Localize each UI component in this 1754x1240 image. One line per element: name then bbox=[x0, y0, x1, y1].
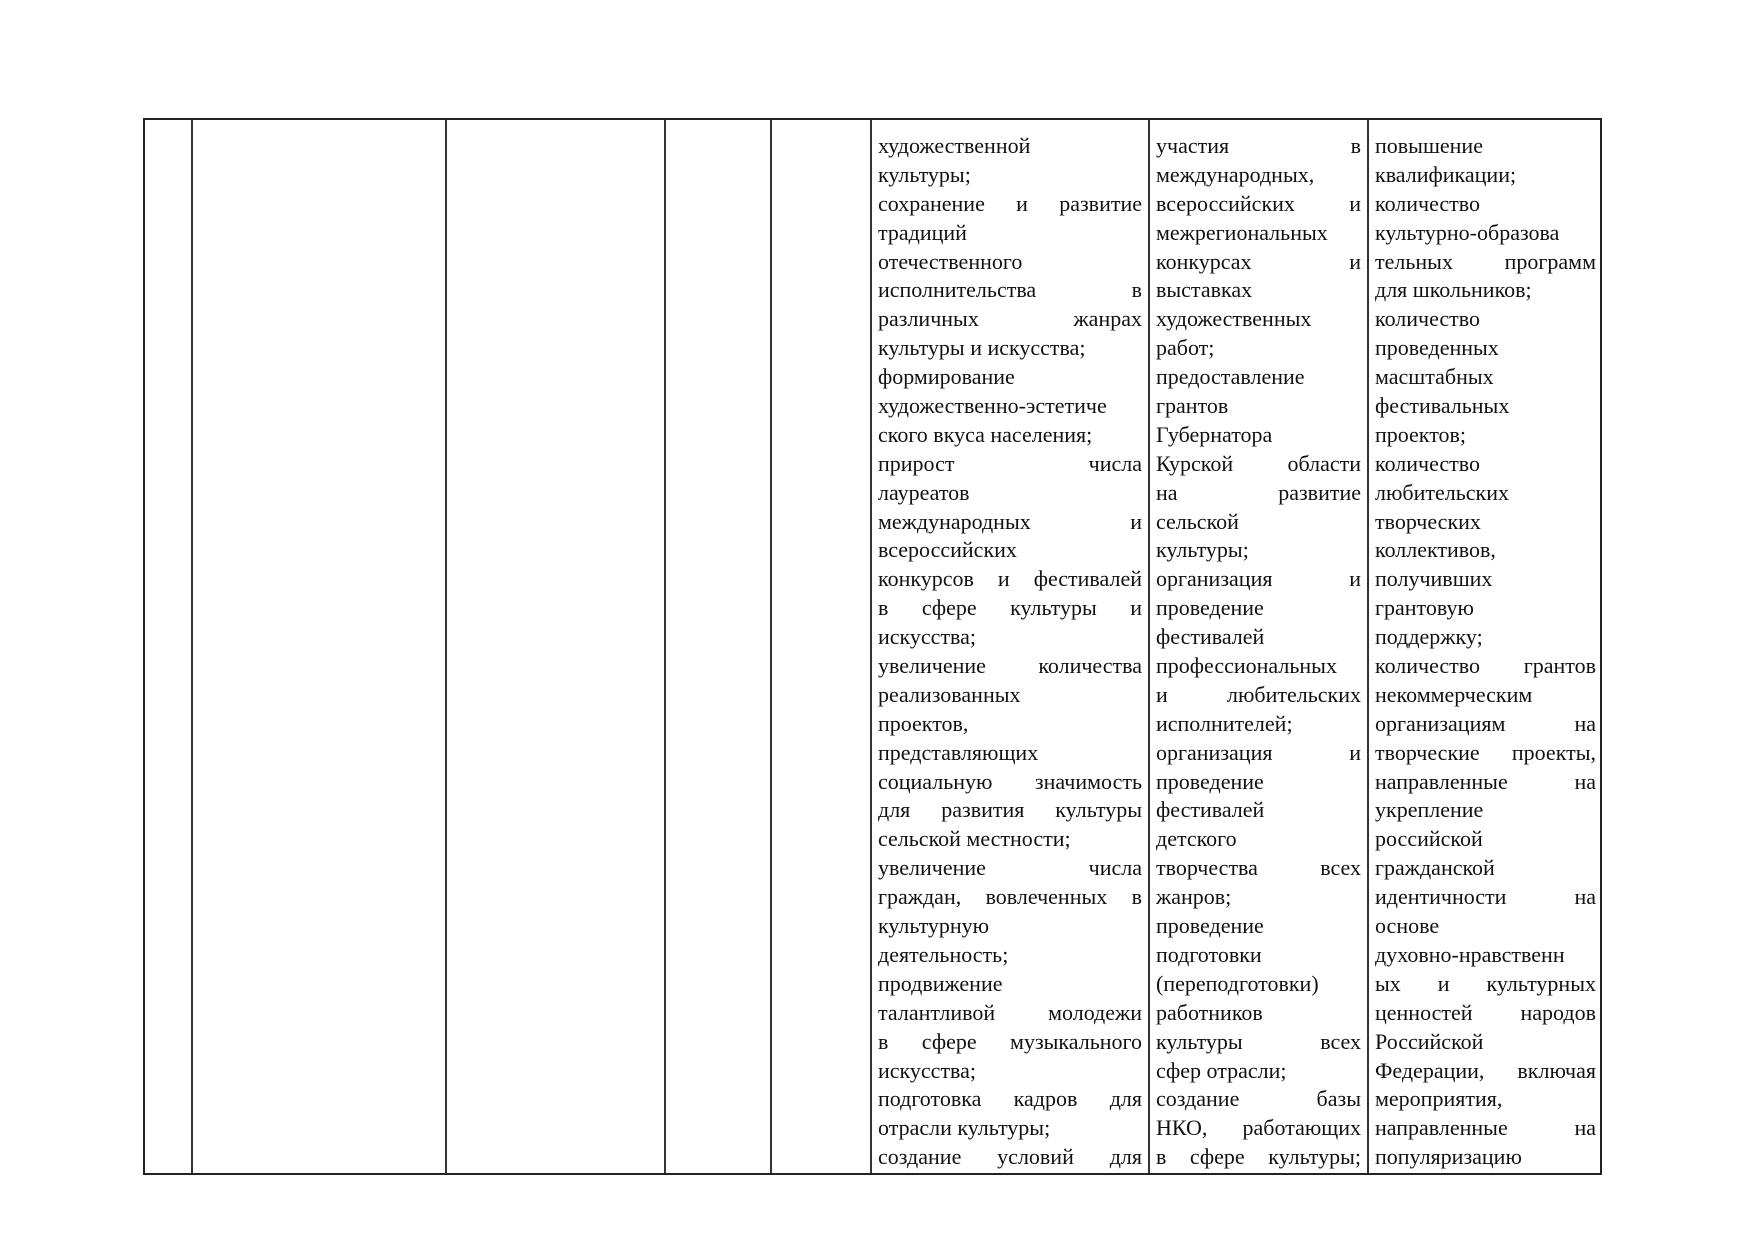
cell-line: сельской bbox=[1156, 508, 1239, 534]
cell-line: участия в bbox=[1156, 133, 1361, 158]
cell-line: грантовую bbox=[1375, 595, 1474, 621]
cell-line: идентичности на bbox=[1375, 884, 1596, 910]
cell-line: популяризацию bbox=[1375, 1144, 1522, 1170]
cell-line: талантливой молодежи bbox=[878, 999, 1142, 1025]
cell-line: Российской bbox=[1375, 1028, 1484, 1054]
cell-line: конкурсов и фестивалей bbox=[878, 566, 1142, 592]
cell-line: культуры всех bbox=[1156, 1028, 1361, 1054]
cell-line: традиций bbox=[878, 219, 967, 245]
table-column-number bbox=[145, 120, 193, 1173]
cell-line: сфер отрасли; bbox=[1156, 1057, 1287, 1083]
cell-line: художественных bbox=[1156, 306, 1312, 332]
cell-line: международных, bbox=[1156, 161, 1315, 187]
cell-line: в сфере музыкального bbox=[878, 1028, 1142, 1054]
table-column-2 bbox=[193, 120, 447, 1173]
cell-line: количество bbox=[1375, 450, 1481, 476]
cell-line: культуры; bbox=[1156, 537, 1249, 563]
cell-line: межрегиональных bbox=[1156, 219, 1328, 245]
cell-line: мероприятия, bbox=[1375, 1086, 1503, 1112]
cell-line: проектов, bbox=[878, 710, 969, 736]
cell-line: ценностей народов bbox=[1375, 999, 1596, 1025]
table-column-measures bbox=[1150, 120, 1369, 1173]
cell-line: творческих bbox=[1375, 508, 1481, 534]
program-table bbox=[143, 118, 1602, 1175]
table-column-4 bbox=[666, 120, 772, 1173]
cell-line: грантов bbox=[1156, 393, 1229, 419]
cell-line: НКО, работающих bbox=[1156, 1115, 1361, 1141]
cell-line: для развития культуры bbox=[878, 797, 1142, 823]
cell-line: количество bbox=[1375, 306, 1481, 332]
table-column-5 bbox=[772, 120, 872, 1173]
cell-line: направленные на bbox=[1375, 768, 1596, 794]
cell-line: предоставление bbox=[1156, 364, 1305, 390]
cell-line: масштабных bbox=[1375, 364, 1494, 390]
cell-line: художественно-эстетиче bbox=[878, 393, 1107, 419]
cell-line: ых и культурных bbox=[1375, 970, 1596, 996]
cell-line: международных и bbox=[878, 508, 1142, 534]
cell-line: творчества всех bbox=[1156, 855, 1361, 881]
cell-line: Курской области bbox=[1156, 450, 1361, 476]
cell-line: увеличение количества bbox=[878, 653, 1142, 679]
cell-line: формирование bbox=[878, 364, 1015, 390]
cell-line: продвижение bbox=[878, 970, 1003, 996]
cell-line: работ; bbox=[1156, 335, 1215, 361]
cell-line: выставках bbox=[1156, 277, 1253, 303]
cell-line: количество bbox=[1375, 190, 1481, 216]
cell-line: гражданской bbox=[1375, 855, 1495, 881]
cell-text-tasks bbox=[878, 132, 1142, 1172]
table-column-3 bbox=[447, 120, 666, 1173]
cell-line: поддержку; bbox=[1375, 624, 1483, 650]
cell-line: творческие проекты, bbox=[1375, 739, 1596, 765]
cell-line: различных жанрах bbox=[878, 306, 1142, 332]
cell-line: коллективов, bbox=[1375, 537, 1496, 563]
cell-line: отечественного bbox=[878, 248, 1023, 274]
cell-line: духовно-нравственн bbox=[1375, 941, 1565, 967]
cell-line: направленные на bbox=[1375, 1115, 1596, 1141]
cell-line: профессиональных bbox=[1156, 653, 1337, 679]
cell-line: искусства; bbox=[878, 1057, 977, 1083]
cell-line: сельской местности; bbox=[878, 826, 1071, 852]
cell-line: подготовка кадров для bbox=[878, 1086, 1142, 1112]
cell-line: в сфере культуры и bbox=[878, 595, 1142, 621]
table-column-tasks bbox=[872, 120, 1150, 1173]
cell-line: сохранение и развитие bbox=[878, 190, 1142, 216]
cell-line: создание условий для bbox=[878, 1144, 1142, 1170]
cell-line: организация и bbox=[1156, 566, 1361, 592]
cell-line: граждан, вовлеченных в bbox=[878, 884, 1142, 910]
cell-line: на развитие bbox=[1156, 479, 1361, 505]
cell-line: (переподготовки) bbox=[1156, 970, 1319, 996]
cell-line: культурно-образова bbox=[1375, 219, 1560, 245]
cell-line: проведение bbox=[1156, 595, 1264, 621]
cell-line: Губернатора bbox=[1156, 421, 1273, 447]
cell-line: и любительских bbox=[1156, 681, 1361, 707]
cell-line: в сфере культуры; bbox=[1156, 1144, 1361, 1170]
cell-line: проведенных bbox=[1375, 335, 1499, 361]
cell-line: исполнительства в bbox=[878, 277, 1142, 303]
cell-line: основе bbox=[1375, 913, 1440, 939]
cell-line: организациям на bbox=[1375, 710, 1596, 736]
cell-line: исполнителей; bbox=[1156, 710, 1293, 736]
cell-line: Федерации, включая bbox=[1375, 1057, 1596, 1083]
cell-line: представляющих bbox=[878, 739, 1039, 765]
cell-line: лауреатов bbox=[878, 479, 970, 505]
cell-line: реализованных bbox=[878, 681, 1021, 707]
cell-line: увеличение числа bbox=[878, 855, 1142, 881]
cell-line: жанров; bbox=[1156, 884, 1232, 910]
cell-line: российской bbox=[1375, 826, 1483, 852]
cell-line: организация и bbox=[1156, 739, 1361, 765]
cell-line: всероссийских bbox=[878, 537, 1017, 563]
cell-line: некоммерческим bbox=[1375, 681, 1533, 707]
cell-line: отрасли культуры; bbox=[878, 1115, 1051, 1141]
cell-line: деятельность; bbox=[878, 941, 1009, 967]
table-column-indicators bbox=[1369, 120, 1602, 1173]
cell-line: культурную bbox=[878, 913, 990, 939]
cell-text-indicators bbox=[1375, 132, 1596, 1172]
cell-line: искусства; bbox=[878, 624, 977, 650]
cell-line: проведение bbox=[1156, 768, 1264, 794]
cell-line: проектов; bbox=[1375, 421, 1467, 447]
cell-line: подготовки bbox=[1156, 941, 1262, 967]
cell-text-measures bbox=[1156, 132, 1361, 1172]
cell-line: проведение bbox=[1156, 913, 1264, 939]
cell-line: ского вкуса населения; bbox=[878, 421, 1093, 447]
cell-line: фестивалей bbox=[1156, 797, 1265, 823]
cell-line: создание базы bbox=[1156, 1086, 1361, 1112]
cell-line: фестивальных bbox=[1375, 393, 1510, 419]
cell-line: художественной bbox=[878, 133, 1031, 158]
cell-line: детского bbox=[1156, 826, 1237, 852]
cell-line: укрепление bbox=[1375, 797, 1484, 823]
cell-line: прирост числа bbox=[878, 450, 1142, 476]
cell-line: квалификации; bbox=[1375, 161, 1517, 187]
cell-line: любительских bbox=[1375, 479, 1509, 505]
cell-line: повышение bbox=[1375, 133, 1483, 158]
cell-line: социальную значимость bbox=[878, 768, 1142, 794]
cell-line: для школьников; bbox=[1375, 277, 1532, 303]
cell-line: всероссийских и bbox=[1156, 190, 1361, 216]
cell-line: культуры и искусства; bbox=[878, 335, 1086, 361]
cell-line: тельных программ bbox=[1375, 248, 1596, 274]
cell-line: конкурсах и bbox=[1156, 248, 1361, 274]
cell-line: работников bbox=[1156, 999, 1263, 1025]
cell-line: получивших bbox=[1375, 566, 1493, 592]
cell-line: количество грантов bbox=[1375, 653, 1596, 679]
cell-line: культуры; bbox=[878, 161, 971, 187]
cell-line: фестивалей bbox=[1156, 624, 1265, 650]
